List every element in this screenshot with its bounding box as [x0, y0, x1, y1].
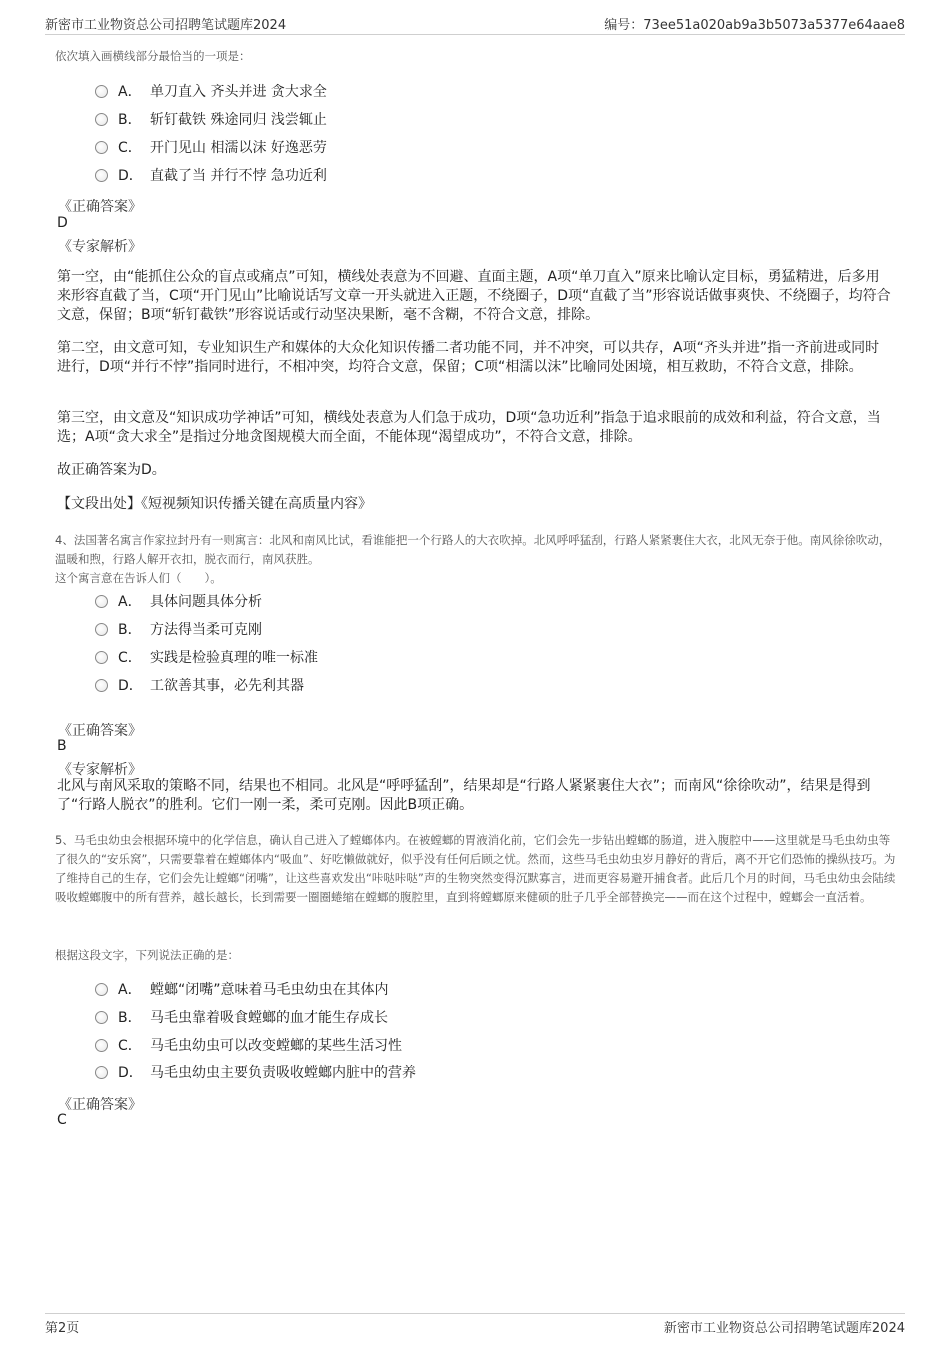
radio-icon[interactable]	[95, 595, 108, 608]
q5-option-c[interactable]: C． 马毛虫幼虫可以改变螳螂的某些生活习性	[95, 1036, 402, 1056]
q5-answer: C	[57, 1112, 67, 1128]
radio-icon[interactable]	[95, 85, 108, 98]
radio-icon[interactable]	[95, 1011, 108, 1024]
radio-icon[interactable]	[95, 169, 108, 182]
document-code: 编号：73ee51a020ab9a3b5073a5377e64aae8	[604, 18, 905, 33]
radio-icon[interactable]	[95, 983, 108, 996]
q4-option-b[interactable]: B． 方法得当柔可克刚	[95, 620, 262, 640]
q3-answer: D	[57, 215, 68, 231]
q4-answer-label: 《正确答案》	[58, 723, 142, 739]
question-4-question: 这个寓言意在告诉人们（ ）。	[55, 571, 222, 585]
question-3-intro: 依次填入画横线部分最恰当的一项是：	[55, 49, 251, 63]
q3-analysis-paragraph-1: 第一空，由“能抓住公众的盲点或痛点”可知，横线处表意为不回避、直面主题，A项“单刀直入”原来比喻认定目标，勇猛精进，后多用来形容直截了当，C项“开门见山”比喻说话写文章一开头就进入正题，不绕圈子，D项“直截了当”形容说话做事爽快、不绕圈子，均符合文意，保留；B项“斩钉截铁”形容说话或行动坚决果断，毫不含糊，不符合文意，排除。	[57, 269, 891, 323]
radio-icon[interactable]	[95, 113, 108, 126]
page-header	[45, 12, 905, 35]
question-5-stem: 5、马毛虫幼虫会根据环境中的化学信息，确认自己进入了螳螂体内。在被螳螂的胃液消化前，它们会先一步钻出螳螂的肠道，进入腹腔中——这里就是马毛虫幼虫等了很久的“安乐窝”，只需要靠着在螳螂体内“吸血”、好吃懒做就好，似乎没有任何后顾之忧。然而，这些马毛虫幼虫岁月静好的背后，离不开它们恐怖的操纵技巧。为了维持自己的生存，它们会先让螳螂“闭嘴”，让这些喜欢发出“咔哒咔哒”声的生物突然变得沉默寡言，进而更容易避开捕食者。此后几个月的时间，马毛虫幼虫会陆续吸收螳螂腹中的所有营养，越长越长，长到需要一圈圈蜷缩在螳螂的腹腔里，直到将螳螂原来健硕的肚子几乎全部替换完——而在这个过程中，螳螂会一直活着。	[55, 833, 896, 904]
q3-option-a[interactable]: A． 单刀直入 齐头并进 贪大求全	[95, 82, 327, 102]
q3-option-c[interactable]: C． 开门见山 相濡以沫 好逸恶劳	[95, 138, 327, 158]
footer-title: 新密市工业物资总公司招聘笔试题库2024	[663, 1321, 905, 1336]
q4-option-a[interactable]: A． 具体问题具体分析	[95, 592, 262, 612]
q3-conclusion: 故正确答案为D。	[57, 462, 166, 478]
q4-analysis-label: 《专家解析》	[58, 762, 142, 778]
q3-option-d[interactable]: D． 直截了当 并行不悖 急功近利	[95, 166, 327, 186]
q3-analysis-label: 《专家解析》	[58, 239, 142, 255]
q5-option-b[interactable]: B． 马毛虫靠着吸食螳螂的血才能生存成长	[95, 1008, 388, 1028]
radio-icon[interactable]	[95, 1066, 108, 1079]
q4-option-d[interactable]: D． 工欲善其事，必先利其器	[95, 676, 304, 696]
radio-icon[interactable]	[95, 623, 108, 636]
q3-option-b[interactable]: B． 斩钉截铁 殊途同归 浅尝辄止	[95, 110, 327, 130]
page-footer	[45, 1313, 905, 1336]
q5-option-d[interactable]: D． 马毛虫幼虫主要负责吸收螳螂内脏中的营养	[95, 1063, 416, 1083]
question-5-question: 根据这段文字，下列说法正确的是：	[55, 948, 239, 962]
question-4-stem: 4、法国著名寓言作家拉封丹有一则寓言：北风和南风比试，看谁能把一个行路人的大衣吹掉。北风呼呼猛刮，行路人紧紧裹住大衣，北风无奈于他。南风徐徐吹动，温暖和煦，行路人解开衣扣，脱衣而行，南风获胜。	[55, 533, 891, 566]
q4-answer: B	[57, 738, 67, 754]
header-title: 新密市工业物资总公司招聘笔试题库2024	[45, 18, 287, 33]
q4-analysis: 北风与南风采取的策略不同，结果也不相同。北风是“呼呼猛刮”，结果却是“行路人紧紧裹住大衣”；而南风“徐徐吹动”，结果是得到了“行路人脱衣”的胜利。它们一刚一柔，柔可克刚。因此B项正确。	[57, 778, 871, 813]
page-number: 第2页	[45, 1321, 80, 1336]
q3-analysis-paragraph-3: 第三空，由文意及“知识成功学神话”可知，横线处表意为人们急于成功，D项“急功近利”指急于追求眼前的成效和利益，符合文意，当选；A项“贪大求全”是指过分地贪图规模大而全面，不能体现“渴望成功”，不符合文意，排除。	[57, 410, 881, 445]
radio-icon[interactable]	[95, 651, 108, 664]
q3-analysis-paragraph-2: 第二空，由文意可知，专业知识生产和媒体的大众化知识传播二者功能不同，并不冲突，可以共存，A项“齐头并进”指一齐前进或同时进行，D项“并行不悖”指同时进行，不相冲突，均符合文意，保留；C项“相濡以沫”比喻同处困境，相互救助，不符合文意，排除。	[57, 340, 880, 375]
radio-icon[interactable]	[95, 1039, 108, 1052]
q3-source: 【文段出处】《短视频知识传播关键在高质量内容》	[57, 496, 372, 512]
radio-icon[interactable]	[95, 679, 108, 692]
q5-option-a[interactable]: A． 螳螂“闭嘴”意味着马毛虫幼虫在其体内	[95, 980, 389, 1000]
radio-icon[interactable]	[95, 141, 108, 154]
q3-answer-label: 《正确答案》	[58, 199, 142, 215]
q4-option-c[interactable]: C． 实践是检验真理的唯一标准	[95, 648, 318, 668]
q5-answer-label: 《正确答案》	[58, 1097, 142, 1113]
